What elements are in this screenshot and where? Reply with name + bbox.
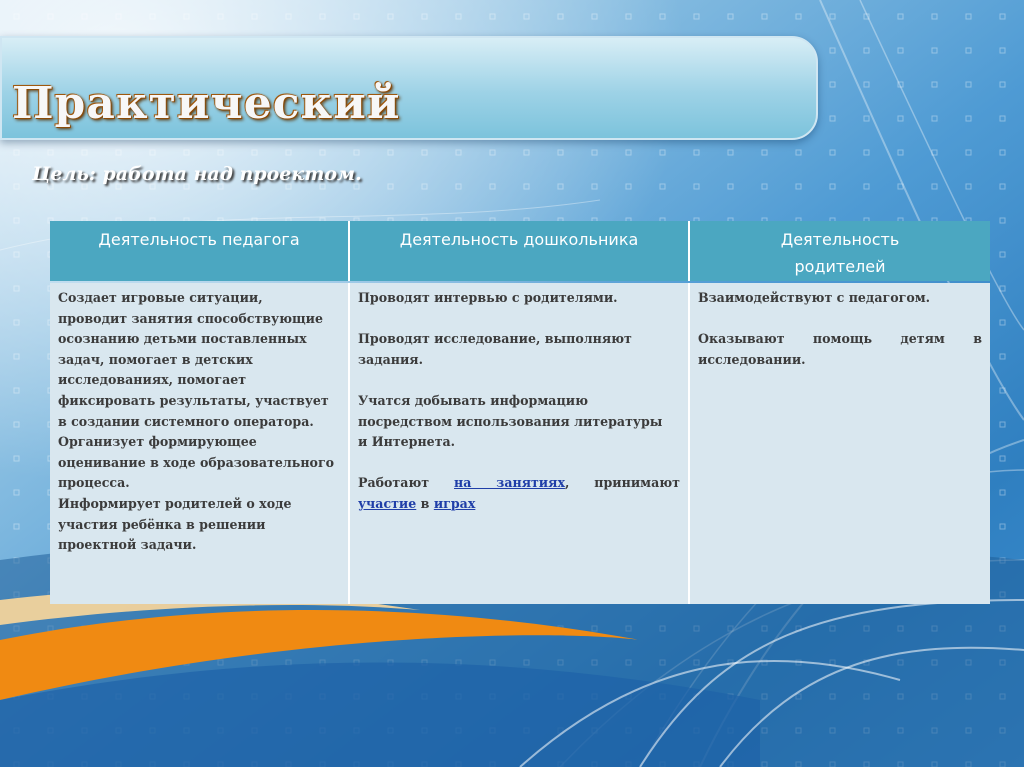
- teacher-line: оценивание в ходе образовательного: [58, 454, 335, 470]
- parents-p2a: Оказывают помощь детям в: [698, 331, 982, 347]
- teacher-line: Информирует родителей о ходе: [58, 495, 292, 511]
- teacher-line: осознанию детьми поставленных: [58, 331, 307, 347]
- table-header-row: [50, 221, 990, 281]
- cell-teacher: [50, 283, 350, 604]
- child-p4-line1: [358, 473, 680, 494]
- teacher-line: задач, помогает в детских: [58, 351, 253, 367]
- teacher-line: проводит занятия способствующие: [58, 310, 323, 326]
- teacher-line: участия ребёнка в решении: [58, 516, 266, 532]
- child-p2a: Проводят исследование, выполняют: [358, 331, 632, 347]
- header-parents: Деятельность родителей: [690, 221, 990, 281]
- child-p3a: Учатся добывать информацию: [358, 392, 589, 408]
- link-na-zanyatiyah[interactable]: на занятиях: [454, 475, 565, 491]
- child-p4-mid: принимают: [594, 475, 680, 491]
- child-p2b: задания.: [358, 351, 423, 367]
- slide-goal: Цель: работа над проектом.: [32, 163, 362, 185]
- slide-title: Практический: [12, 78, 401, 129]
- activity-table: [50, 221, 990, 604]
- link-igrah[interactable]: играх: [433, 495, 476, 511]
- teacher-line: процесса.: [58, 475, 130, 491]
- teacher-line: фиксировать результаты, участвует: [58, 392, 329, 408]
- parents-p2b: исследовании.: [698, 351, 806, 367]
- child-p4-in: в: [420, 495, 430, 511]
- cell-parents: [690, 283, 990, 604]
- header-child: Деятельность дошкольника: [350, 221, 690, 281]
- header-teacher: Деятельность педагога: [50, 221, 350, 281]
- parents-p1: Взаимодействуют с педагогом.: [698, 290, 931, 305]
- teacher-line: Создает игровые ситуации,: [58, 290, 263, 305]
- teacher-line: исследованиях, помогает: [58, 372, 247, 388]
- child-p4-comma: ,: [564, 475, 570, 491]
- child-p4-start: Работают: [358, 475, 430, 491]
- teacher-line: проектной задачи.: [58, 537, 197, 553]
- teacher-line: в создании системного оператора.: [58, 413, 314, 429]
- child-p3b: посредством использования литературы: [358, 413, 663, 429]
- table-body-row: [50, 283, 990, 604]
- cell-child: [350, 283, 690, 604]
- link-uchastie[interactable]: участие: [358, 495, 417, 511]
- child-p3c: и Интернета.: [358, 434, 456, 450]
- child-p4-line2: [358, 494, 680, 515]
- child-p1: Проводят интервью с родителями.: [358, 290, 618, 305]
- teacher-line: Организует формирующее: [58, 434, 257, 450]
